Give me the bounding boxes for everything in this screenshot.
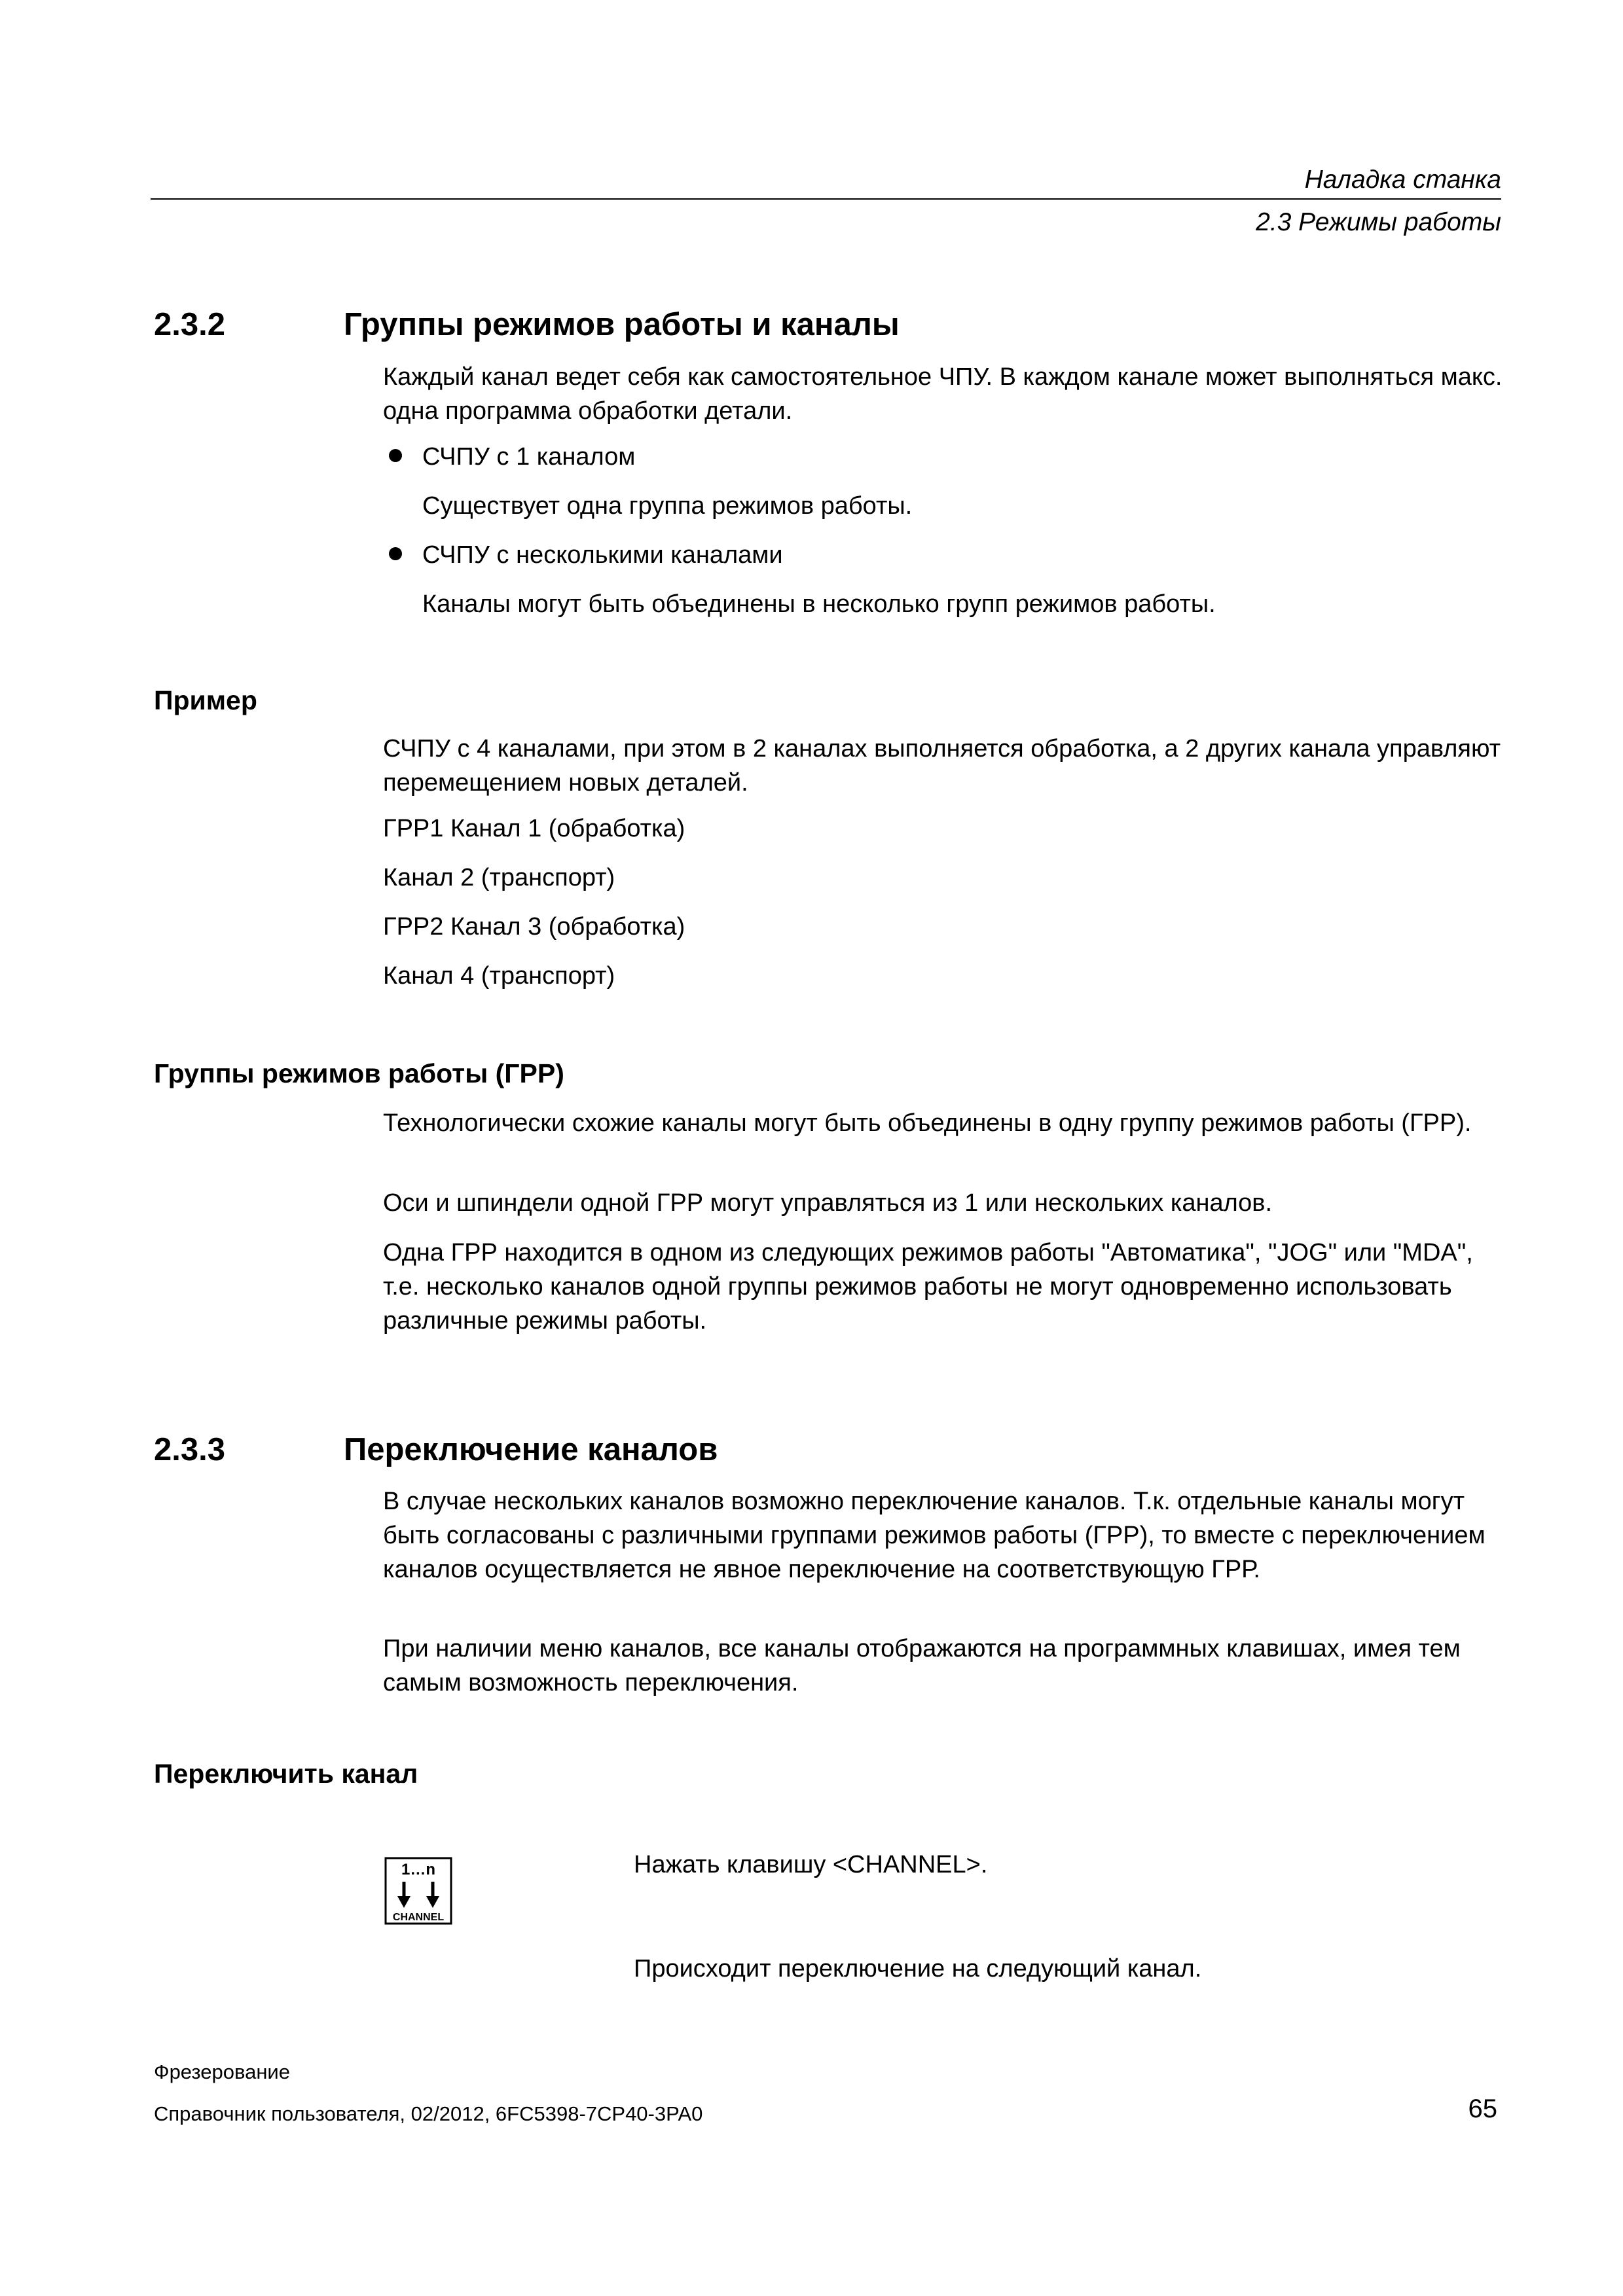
grr-paragraph: Оси и шпиндели одной ГРР могут управляться из 1 или нескольких каналов. bbox=[383, 1189, 1273, 1217]
bullet-dot-icon bbox=[389, 547, 402, 560]
channel-key-icon bbox=[384, 1857, 452, 1925]
bullet-label: СЧПУ с несколькими каналами bbox=[422, 541, 783, 569]
footer-manual-info: Справочник пользователя, 02/2012, 6FC5398-7CP40-3PA0 bbox=[154, 2102, 703, 2125]
header-section: 2.3 Режимы работы bbox=[1256, 208, 1501, 236]
section-233-paragraph: В случае нескольких каналов возможно переключение каналов. Т.к. отдельные каналы могут быть согласованы с различными группами режимов работы (ГРР), то вместе с переключением каналов осуществляется не явное переключение на соответствующую ГРР. bbox=[383, 1488, 1486, 1583]
section-232-title: Группы режимов работы и каналы bbox=[344, 307, 900, 342]
section-232-intro: Каждый канал ведет себя как самостоятельное ЧПУ. В каждом канале может выполняться макс. одна программа обработки детали. bbox=[383, 363, 1503, 425]
channel-key-top-label: 1…n bbox=[401, 1861, 436, 1878]
section-233-number: 2.3.3 bbox=[154, 1432, 225, 1467]
grr-paragraph: Одна ГРР находится в одном из следующих режимов работы "Автоматика", "JOG" или "MDA", т.е. несколько каналов одной группы режимов работы не могут одновременно использовать различные режимы работы. bbox=[383, 1239, 1473, 1335]
section-233-paragraph: При наличии меню каналов, все каналы отображаются на программных клавишах, имея тем самым возможность переключения. bbox=[383, 1635, 1461, 1696]
page-number: 65 bbox=[1468, 2094, 1497, 2123]
bullet-dot-icon bbox=[389, 449, 402, 462]
footer-product: Фрезерование bbox=[154, 2060, 290, 2083]
example-line: Канал 4 (транспорт) bbox=[383, 962, 615, 990]
grr-paragraph: Технологически схожие каналы могут быть объединены в одну группу режимов работы (ГРР). bbox=[383, 1109, 1472, 1137]
section-233-title: Переключение каналов bbox=[344, 1432, 718, 1467]
section-232-number: 2.3.2 bbox=[154, 307, 225, 342]
grr-heading: Группы режимов работы (ГРР) bbox=[154, 1058, 564, 1088]
bullet-detail: Существует одна группа режимов работы. bbox=[422, 492, 913, 520]
header-chapter: Наладка станка bbox=[1304, 166, 1501, 194]
switch-channel-result: Происходит переключение на следующий канал. bbox=[634, 1955, 1202, 1982]
bullet-label: СЧПУ с 1 каналом bbox=[422, 443, 636, 471]
channel-key-bottom-label: CHANNEL bbox=[392, 1912, 445, 1923]
example-heading: Пример bbox=[154, 685, 257, 715]
example-line: ГРР1 Канал 1 (обработка) bbox=[383, 815, 685, 842]
switch-channel-heading: Переключить канал bbox=[154, 1759, 418, 1789]
example-text: СЧПУ с 4 каналами, при этом в 2 каналах выполняется обработка, а 2 других канала управляют перемещением новых деталей. bbox=[383, 735, 1501, 797]
bullet-detail: Каналы могут быть объединены в несколько групп режимов работы. bbox=[422, 590, 1216, 618]
switch-channel-step: Нажать клавишу <CHANNEL>. bbox=[634, 1851, 988, 1878]
example-line: Канал 2 (транспорт) bbox=[383, 864, 615, 891]
example-line: ГРР2 Канал 3 (обработка) bbox=[383, 913, 685, 941]
header-rule bbox=[151, 198, 1501, 200]
